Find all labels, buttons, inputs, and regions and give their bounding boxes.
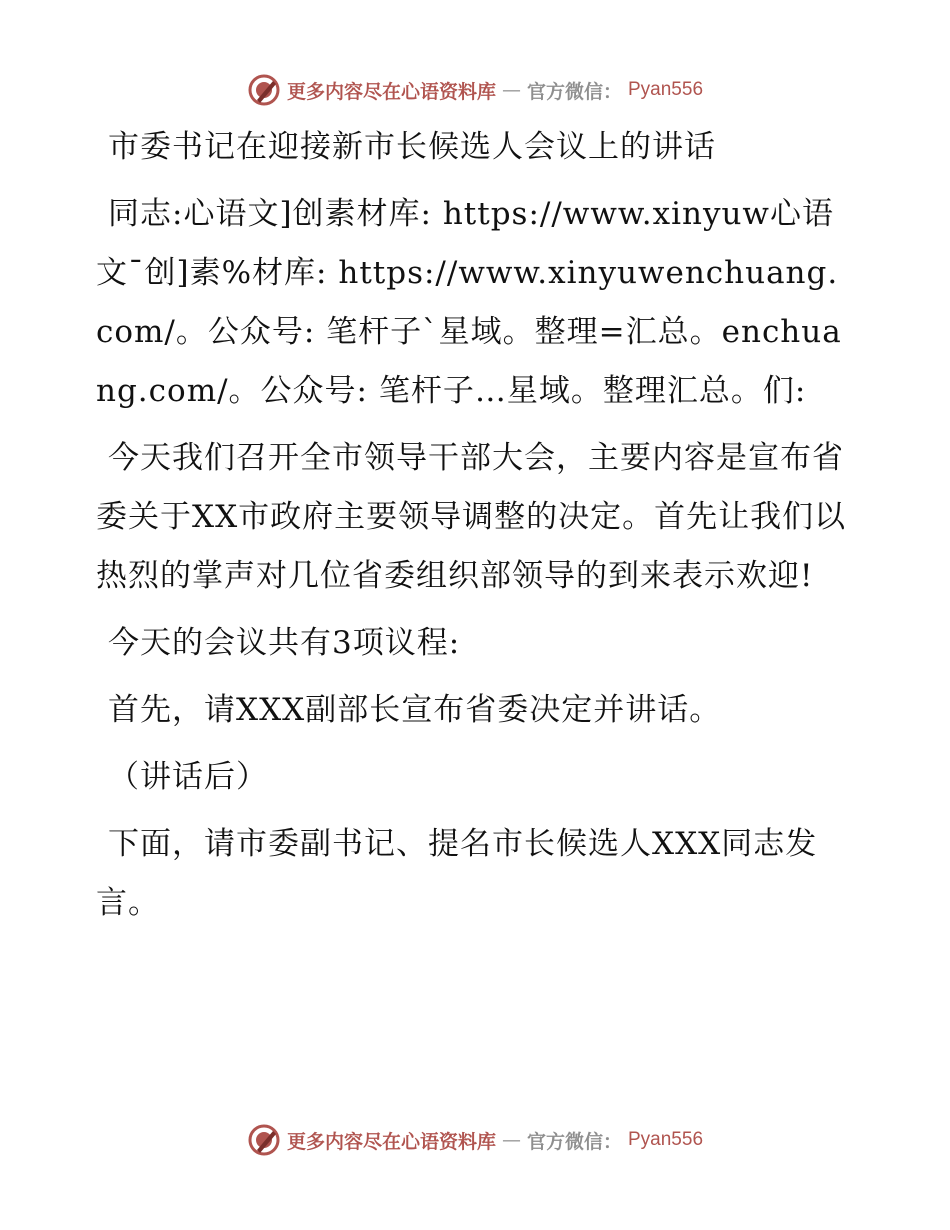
brand-logo-icon <box>247 1123 281 1157</box>
brand-logo-icon <box>247 73 281 107</box>
banner-suffix: 官方微信： <box>526 80 622 103</box>
footer-banner <box>0 1120 950 1160</box>
paragraph-6: 下面，请市委副书记、提名市长候选人XXX同志发言。 <box>96 826 818 921</box>
document-body <box>96 118 856 941</box>
paragraph-1: 同志:心语文]创素材库: https://www.xinyuw心语文¯创]素%材库: https://www.xinyuwenchuang.com/。公众号: 笔杆子`星域。整理=汇总。enchuang.com/。公众号: 笔杆子…星域。整理汇总。们: <box>96 196 842 409</box>
banner-dash: — <box>501 79 521 101</box>
document-title: 市委书记在迎接新市长候选人会议上的讲话 <box>108 129 716 165</box>
paragraph-5: （讲话后） <box>108 759 268 795</box>
paragraph-3: 今天的会议共有3项议程: <box>108 625 461 661</box>
banner-wechat-id: Pyan556 <box>628 79 704 100</box>
header-banner <box>0 70 950 110</box>
banner-text: 更多内容尽在心语资料库 <box>286 1130 496 1153</box>
paragraph-2: 今天我们召开全市领导干部大会，主要内容是宣布省委关于XX市政府主要领导调整的决定。首先让我们以热烈的掌声对几位省委组织部领导的到来表示欢迎! <box>96 440 847 594</box>
banner-text: 更多内容尽在心语资料库 <box>286 80 496 103</box>
banner-dash: — <box>501 1129 521 1151</box>
banner-wechat-id: Pyan556 <box>628 1129 704 1150</box>
banner-suffix: 官方微信： <box>526 1130 622 1153</box>
paragraph-4: 首先，请XXX副部长宣布省委决定并讲话。 <box>108 692 722 728</box>
